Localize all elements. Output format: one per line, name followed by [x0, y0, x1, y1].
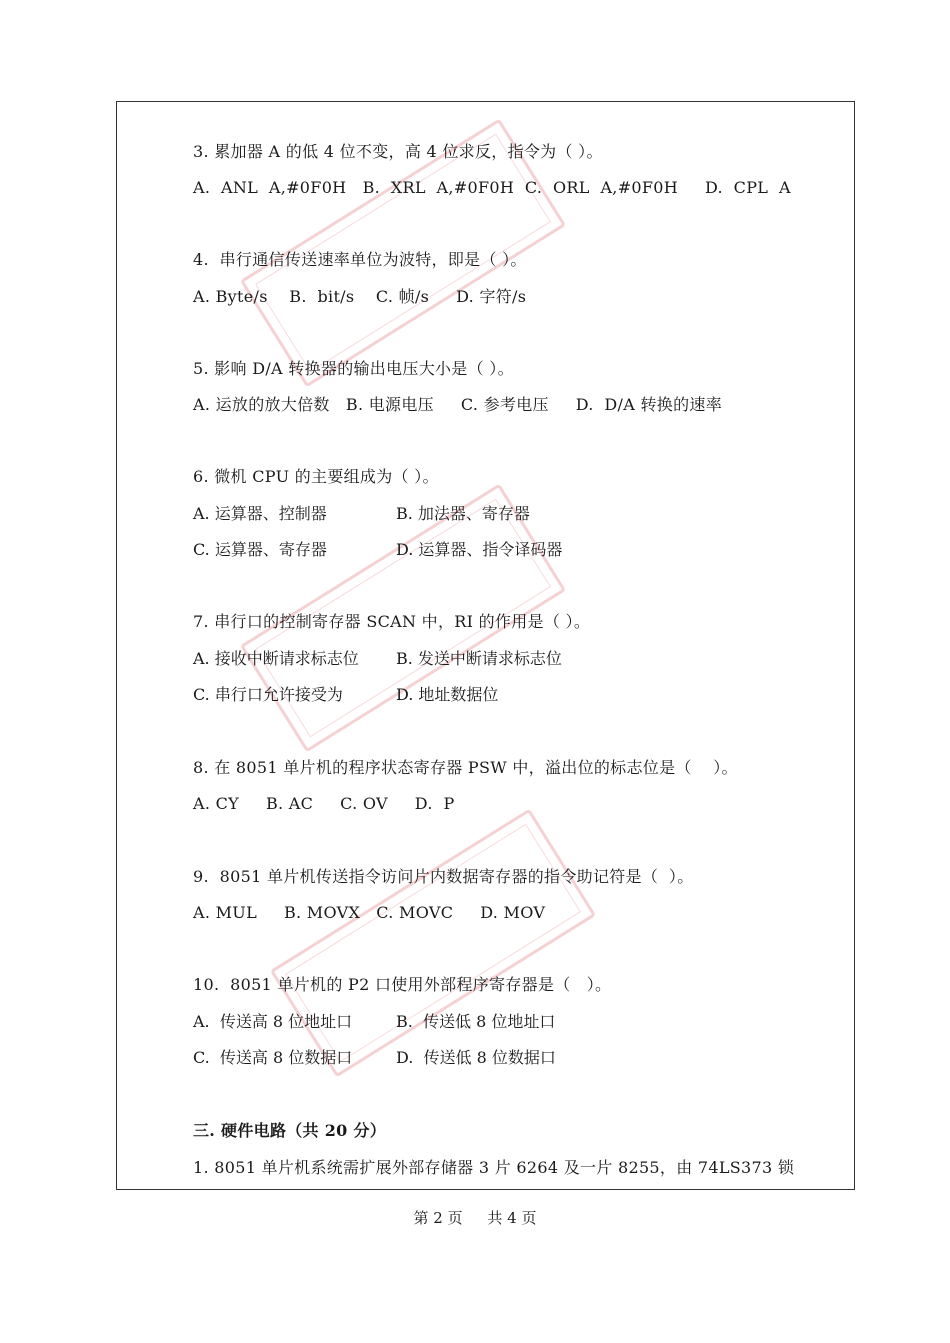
question-4-stem: 4. 串行通信传送速率单位为波特，即是（ ）。 [193, 250, 527, 269]
section-3-heading: 三. 硬件电路（共 20 分） [193, 1121, 387, 1140]
page-number: 第 2 页 [413, 1209, 463, 1227]
question-10-option-c: C. 传送高 8 位数据口 [193, 1048, 353, 1067]
question-3-options: A. ANL A,#0F0H B. XRL A,#0F0H C. ORL A,#0F0H D. CPL A [193, 178, 791, 197]
question-4-options: A. Byte/s B. bit/s C. 帧/s D. 字符/s [193, 287, 527, 306]
question-6-stem: 6. 微机 CPU 的主要组成为（ ）。 [193, 467, 439, 486]
question-5-stem: 5. 影响 D/A 转换器的输出电压大小是（ ）。 [193, 359, 514, 378]
question-7-option-d: D. 地址数据位 [396, 685, 499, 704]
question-8-stem: 8. 在 8051 单片机的程序状态寄存器 PSW 中，溢出位的标志位是（ ）。 [193, 758, 738, 777]
question-3-stem: 3. 累加器 A 的低 4 位不变，高 4 位求反，指令为（ ）。 [193, 142, 603, 161]
question-8-options: A. CY B. AC C. OV D. P [193, 794, 455, 813]
question-5-options: A. 运放的放大倍数 B. 电源电压 C. 参考电压 D. D/A 转换的速率 [193, 395, 722, 414]
question-10-option-a: A. 传送高 8 位地址口 [193, 1012, 353, 1031]
page-footer [0, 1208, 950, 1228]
question-9-options: A. MUL B. MOVX C. MOVC D. MOV [193, 903, 546, 922]
question-6-option-c: C. 运算器、寄存器 [193, 540, 327, 559]
question-6-option-d: D. 运算器、指令译码器 [396, 540, 563, 559]
question-6-option-a: A. 运算器、控制器 [193, 504, 327, 523]
question-10-option-d: D. 传送低 8 位数据口 [396, 1048, 556, 1067]
question-10-option-b: B. 传送低 8 位地址口 [396, 1012, 556, 1031]
question-7-option-a: A. 接收中断请求标志位 [193, 649, 359, 668]
question-7-option-c: C. 串行口允许接受为 [193, 685, 343, 704]
question-10-stem: 10. 8051 单片机的 P2 口使用外部程序寄存器是（ ）。 [193, 975, 612, 994]
question-6-option-b: B. 加法器、寄存器 [396, 504, 530, 523]
question-9-stem: 9. 8051 单片机传送指令访问片内数据寄存器的指令助记符是（ ）。 [193, 867, 694, 886]
question-7-stem: 7. 串行口的控制寄存器 SCAN 中，RI 的作用是（ ）。 [193, 612, 591, 631]
question-7-option-b: B. 发送中断请求标志位 [396, 649, 562, 668]
page-total: 共 4 页 [487, 1209, 537, 1227]
section-3-line-1: 1. 8051 单片机系统需扩展外部存储器 3 片 6264 及一片 8255，由 74LS373 锁 [193, 1158, 795, 1177]
